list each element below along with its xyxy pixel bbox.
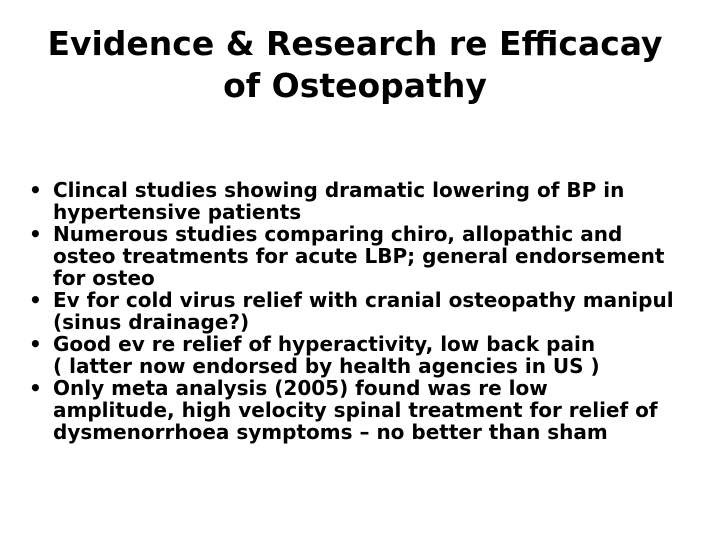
bullet-point-icon: • — [29, 332, 42, 356]
bullet-item-meta-analysis — [0, 377, 667, 443]
slide-title-line-2: of Osteopathy — [223, 66, 487, 105]
bullet-line: Numerous studies comparing chiro, allopathic and — [53, 222, 623, 246]
bullet-line: (sinus drainage?) — [53, 310, 250, 334]
bullet-point-icon: • — [29, 178, 42, 202]
bullet-line: osteo treatments for acute LBP; general endorsement — [53, 244, 665, 268]
bullet-point-icon: • — [29, 376, 42, 400]
slide-title-line-1: Evidence & Research re Efficacay — [47, 24, 663, 63]
bullet-line: Good ev re relief of hyperactivity, low back pain — [53, 332, 596, 356]
bullet-line: dysmenorrhoea symptoms – no better than sham — [53, 420, 608, 444]
bullet-line: Ev for cold virus relief with cranial osteopathy manipul — [53, 288, 674, 312]
bullet-line: ( latter now endorsed by health agencies in US ) — [53, 354, 600, 378]
bullet-point-icon: • — [29, 222, 42, 246]
bullet-line: hypertensive patients — [53, 200, 302, 224]
bullet-list — [0, 179, 720, 443]
bullet-line: Clincal studies showing dramatic lowering of BP in — [53, 178, 625, 202]
slide-title — [0, 23, 710, 107]
bullet-line: for osteo — [53, 266, 155, 290]
bullet-line: Only meta analysis (2005) found was re low — [53, 376, 548, 400]
bullet-item-bp-studies — [0, 179, 667, 223]
bullet-line: amplitude, high velocity spinal treatment for relief of — [53, 398, 658, 422]
bullet-item-hyperactivity — [0, 333, 667, 377]
bullet-item-lbp-comparison — [0, 223, 667, 289]
bullet-item-cold-virus — [0, 288, 674, 334]
bullet-point-icon: • — [29, 288, 42, 312]
